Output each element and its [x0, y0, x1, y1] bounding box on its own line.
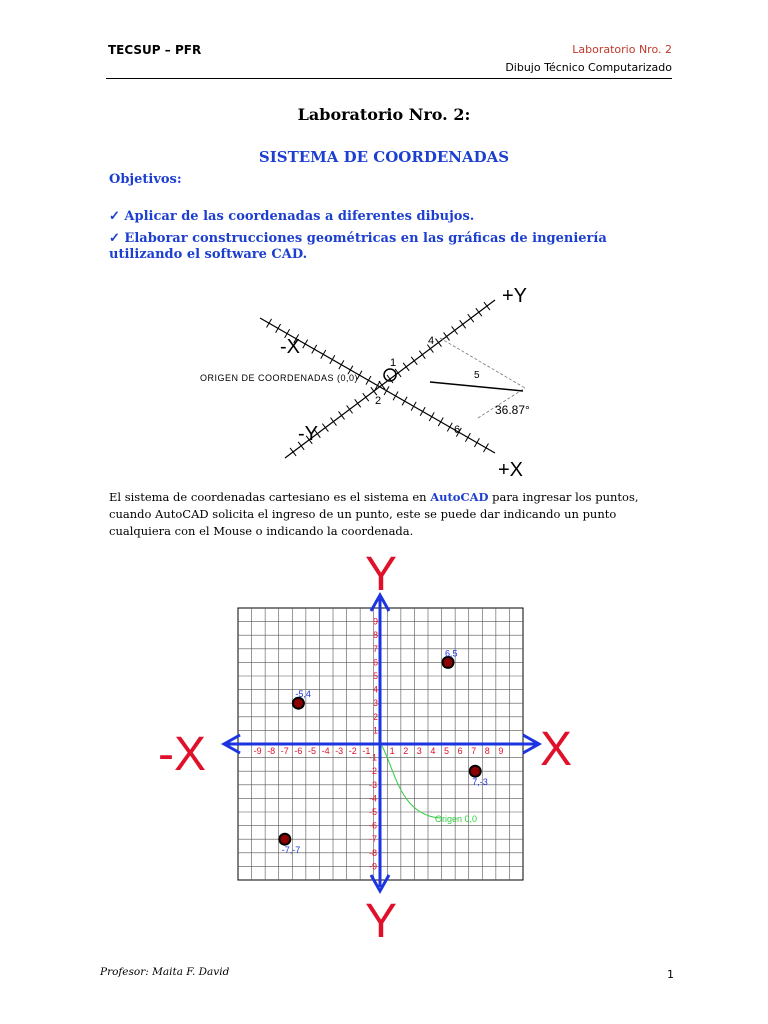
- sketch-tick: [339, 411, 345, 419]
- x-tick-label: -5: [308, 746, 317, 756]
- x-tick-label: -3: [335, 746, 344, 756]
- x-label-left: -X: [158, 728, 206, 781]
- paragraph-text: para ingresar los puntos, cuando AutoCAD solicita el ingreso de un punto, este se puede dar indicando un punto cualquiera con el Mouse o indicando la coordenada.: [109, 490, 639, 538]
- sketch-minus-x: -X: [280, 336, 300, 358]
- sketch-tick: [419, 351, 425, 359]
- x-tick-label: 4: [430, 746, 436, 756]
- y-label-top: Y: [365, 548, 398, 601]
- sketch-minus-y: -Y: [298, 423, 318, 445]
- sketch-tick: [484, 302, 490, 310]
- sketch-tick: [444, 332, 450, 340]
- x-tick-label: -6: [294, 746, 303, 756]
- y-tick-label: 4: [373, 684, 379, 695]
- plot-point: [293, 698, 304, 709]
- check-icon: ✓: [109, 209, 125, 224]
- x-tick-label: 2: [403, 746, 409, 756]
- sketch-tick: [483, 443, 488, 452]
- plot-point: [443, 657, 454, 668]
- sketch-tick: [330, 418, 336, 426]
- sketch-num: 2: [375, 395, 382, 407]
- check-icon: ✓: [109, 231, 125, 246]
- objective-item: [109, 231, 669, 263]
- y-tick-label: 2: [373, 711, 379, 722]
- sketch-num: 4: [428, 335, 435, 347]
- y-tick-label: 7: [373, 643, 379, 654]
- objectives-heading: Objetivos:: [109, 172, 182, 187]
- cartesian-grid-figure: [150, 545, 590, 945]
- plot-point-label: 6,5: [445, 648, 458, 659]
- y-tick-label: -4: [369, 793, 378, 804]
- x-label-right: X: [540, 723, 573, 776]
- y-tick-label: 9: [373, 616, 379, 627]
- objective-item: [109, 209, 669, 225]
- sketch-tick: [267, 319, 272, 328]
- footer-page-number: 1: [667, 968, 674, 981]
- y-tick-label: -9: [369, 861, 378, 872]
- header-right-course: Dibujo Técnico Computarizado: [505, 61, 672, 74]
- x-tick-label: -4: [321, 746, 330, 756]
- header-left: TECSUP – PFR: [108, 43, 202, 57]
- page-title: Laboratorio Nro. 2:: [297, 105, 471, 124]
- y-tick-label: -6: [369, 820, 378, 831]
- sketch-tick: [312, 345, 317, 354]
- sketch-tick: [411, 402, 416, 411]
- sketch-tick: [429, 412, 434, 421]
- sketch-tick: [460, 320, 466, 328]
- sketch-tick: [468, 314, 474, 322]
- x-tick-label: 9: [498, 746, 504, 756]
- header-right-title: Laboratorio Nro. 2: [572, 43, 672, 56]
- sketch-tick: [474, 438, 479, 447]
- x-tick-label: 7: [471, 746, 477, 756]
- objective-text: Elaborar construcciones geométricas en las gráficas de ingeniería utilizando el software CAD.: [109, 231, 607, 262]
- x-tick-label: -8: [267, 746, 276, 756]
- sketch-tick: [290, 448, 296, 456]
- sketch-tick: [402, 397, 407, 406]
- sketch-tick: [330, 355, 335, 364]
- sketch-angle: 36.87°: [495, 403, 530, 417]
- x-tick-label: -9: [253, 746, 262, 756]
- sketch-tick: [447, 423, 452, 432]
- x-tick-label: -1: [362, 746, 371, 756]
- sketch-tick: [411, 357, 417, 365]
- objective-text: Aplicar de las coordenadas a diferentes dibujos.: [124, 209, 475, 224]
- y-tick-label: -2: [369, 766, 378, 777]
- sketch-tick: [355, 399, 361, 407]
- paragraph-text: El sistema de coordenadas cartesiano es el sistema en: [109, 490, 431, 504]
- sketch-tick: [420, 407, 425, 416]
- y-tick-label: -3: [369, 779, 378, 790]
- sketch-num: 1: [390, 357, 397, 369]
- plot-point-label: 7,-3: [472, 777, 488, 788]
- x-tick-label: -7: [280, 746, 289, 756]
- sketch-tick: [384, 386, 389, 395]
- sketch-tick: [393, 392, 398, 401]
- sketch-plus-y: +Y: [502, 285, 528, 307]
- sketch-tick: [452, 326, 458, 334]
- sketch-tick: [465, 433, 470, 442]
- y-tick-label: 1: [373, 725, 379, 736]
- sketch-tick: [339, 360, 344, 369]
- intro-paragraph: [109, 489, 669, 540]
- x-tick-label: 6: [457, 746, 463, 756]
- x-tick-label: -2: [348, 746, 357, 756]
- y-tick-label: 6: [373, 657, 379, 668]
- sketch-tick: [347, 405, 353, 413]
- sketch-tick: [322, 424, 328, 432]
- sketch-tick: [321, 350, 326, 359]
- sketch-tick: [403, 363, 409, 371]
- origin-label: Origen 0,0: [435, 814, 478, 824]
- y-tick-label: -7: [369, 834, 378, 845]
- y-label-bottom: Y: [365, 895, 398, 945]
- header-rule: [106, 78, 672, 79]
- plot-point: [470, 766, 481, 777]
- sketch-tick: [366, 376, 371, 385]
- footer-professor: Profesor: Maita F. David: [100, 966, 230, 978]
- y-tick-label: 5: [373, 671, 379, 681]
- y-tick-label: -1: [369, 752, 378, 763]
- x-tick-label: 3: [416, 746, 422, 756]
- x-tick-label: 1: [389, 746, 395, 756]
- paragraph-highlight: AutoCAD: [430, 490, 489, 504]
- sketch-tick: [387, 375, 393, 383]
- sketch-num: 6: [454, 424, 461, 436]
- x-tick-label: 8: [484, 746, 490, 756]
- sketch-origin-label: ORIGEN DE COORDENADAS (0,0): [200, 373, 359, 383]
- sketch-tick: [438, 418, 443, 427]
- page-subtitle: SISTEMA DE COORDENADAS: [258, 148, 510, 166]
- sketch-plus-x: +X: [498, 459, 524, 481]
- y-tick-label: 8: [373, 630, 379, 641]
- plot-point-label: -7,-7: [281, 845, 301, 856]
- sketch-tick: [303, 340, 308, 349]
- y-tick-label: -5: [369, 807, 378, 817]
- sketch-num: 5: [474, 370, 480, 381]
- sketch-tick: [476, 308, 482, 316]
- y-tick-label: -8: [369, 847, 378, 858]
- coordinate-sketch: [190, 278, 570, 483]
- x-tick-label: 5: [444, 746, 450, 756]
- sketch-tick: [363, 393, 369, 401]
- plot-point: [279, 834, 290, 845]
- y-tick-label: 3: [373, 698, 379, 709]
- sketch-tick: [276, 324, 281, 333]
- sketch-tick: [435, 339, 441, 347]
- plot-point-label: -5,4: [295, 689, 311, 700]
